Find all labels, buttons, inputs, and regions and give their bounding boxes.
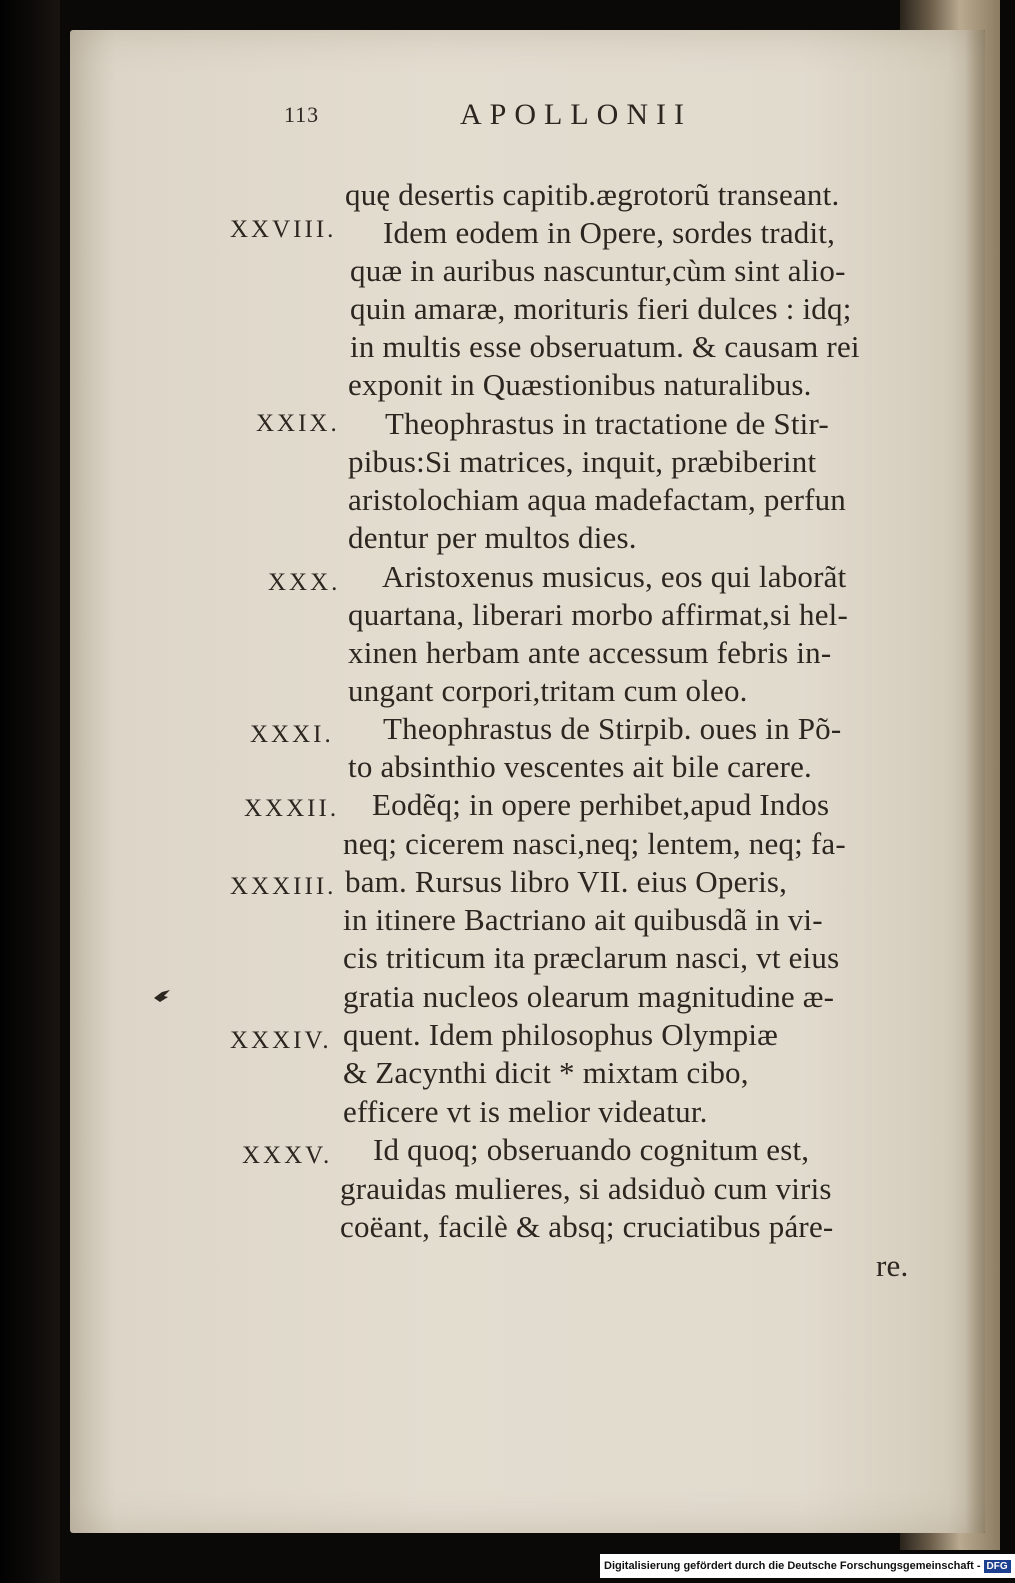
text-line: Id quoq; obseruando cognitum est, xyxy=(373,1132,810,1167)
text-line: ungant corpori,tritam cum oleo. xyxy=(348,673,748,708)
text-line: gratia nucleos olearum magnitudine æ- xyxy=(343,979,835,1014)
page-number: 113 xyxy=(284,102,320,127)
margin-number: XXXI. xyxy=(250,721,334,748)
text-line: Theophrastus de Stirpib. oues in Põ- xyxy=(383,711,842,746)
dfg-logo: DFG xyxy=(984,1560,1011,1573)
text-line: quæ in auribus nascuntur,cùm sint alio- xyxy=(350,253,846,288)
text-line: quin amaræ, morituris fieri dulces : idq; xyxy=(350,291,852,326)
margin-number: XXXIV. xyxy=(230,1027,332,1054)
digitization-credit xyxy=(600,1554,1015,1578)
text-line: neq; cicerem nasci,neq; lentem, neq; fa- xyxy=(343,826,846,861)
text-line: grauidas mulieres, si adsiduò cum viris xyxy=(340,1171,832,1206)
text-line: coëant, facilè & absq; cruciatibus páre- xyxy=(340,1209,834,1244)
text-line: pibus:Si matrices, inquit, præbiberint xyxy=(348,444,817,479)
margin-number: XXVIII. xyxy=(230,216,337,243)
margin-number: XXX. xyxy=(268,569,341,596)
text-line: in multis esse obseruatum. & causam rei xyxy=(350,329,860,364)
text-line: xinen herbam ante accessum febris in- xyxy=(348,635,832,670)
text-line: quę desertis capitib.ægrotorũ transeant. xyxy=(345,177,840,212)
credit-text: Digitalisierung gefördert durch die Deutsche Forschungsgemeinschaft - xyxy=(604,1560,981,1572)
text-line: to absinthio vescentes ait bile carere. xyxy=(348,749,813,784)
text-line: cis triticum ita præclarum nasci, vt eius xyxy=(343,940,840,975)
text-line: aristolochiam aqua madefactam, perfun xyxy=(348,482,847,517)
text-line: quent. Idem philosophus Olympiæ xyxy=(343,1017,779,1052)
margin-number: XXXV. xyxy=(242,1142,333,1169)
text-line: bam. Rursus libro VII. eius Operis, xyxy=(345,864,788,899)
text-line: in itinere Bactriano ait quibusdã in vi- xyxy=(343,902,823,937)
margin-number: XXIX. xyxy=(256,410,340,437)
catchword: re. xyxy=(876,1248,909,1283)
running-head: APOLLONII xyxy=(460,98,692,131)
text-line: quartana, liberari morbo affirmat,si hel- xyxy=(348,597,848,632)
text-line: efficere vt is melior videatur. xyxy=(343,1094,708,1129)
margin-number: XXXIII. xyxy=(230,873,337,900)
text-line: & Zacynthi dicit * mixtam cibo, xyxy=(343,1055,749,1090)
margin-number: XXXII. xyxy=(244,795,340,822)
text-line: Eodẽq; in opere perhibet,apud Indos xyxy=(372,787,830,822)
text-line: Idem eodem in Opere, sordes tradit, xyxy=(383,215,836,250)
page-fold-shadow xyxy=(965,30,985,1533)
text-line: Theophrastus in tractatione de Stir- xyxy=(385,406,829,441)
binding-edge xyxy=(0,0,60,1583)
text-line: exponit in Quæstionibus naturalibus. xyxy=(348,367,812,402)
text-line: dentur per multos dies. xyxy=(348,520,637,555)
text-line: Aristoxenus musicus, eos qui laborãt xyxy=(382,559,847,594)
manicule-icon xyxy=(152,988,172,1006)
